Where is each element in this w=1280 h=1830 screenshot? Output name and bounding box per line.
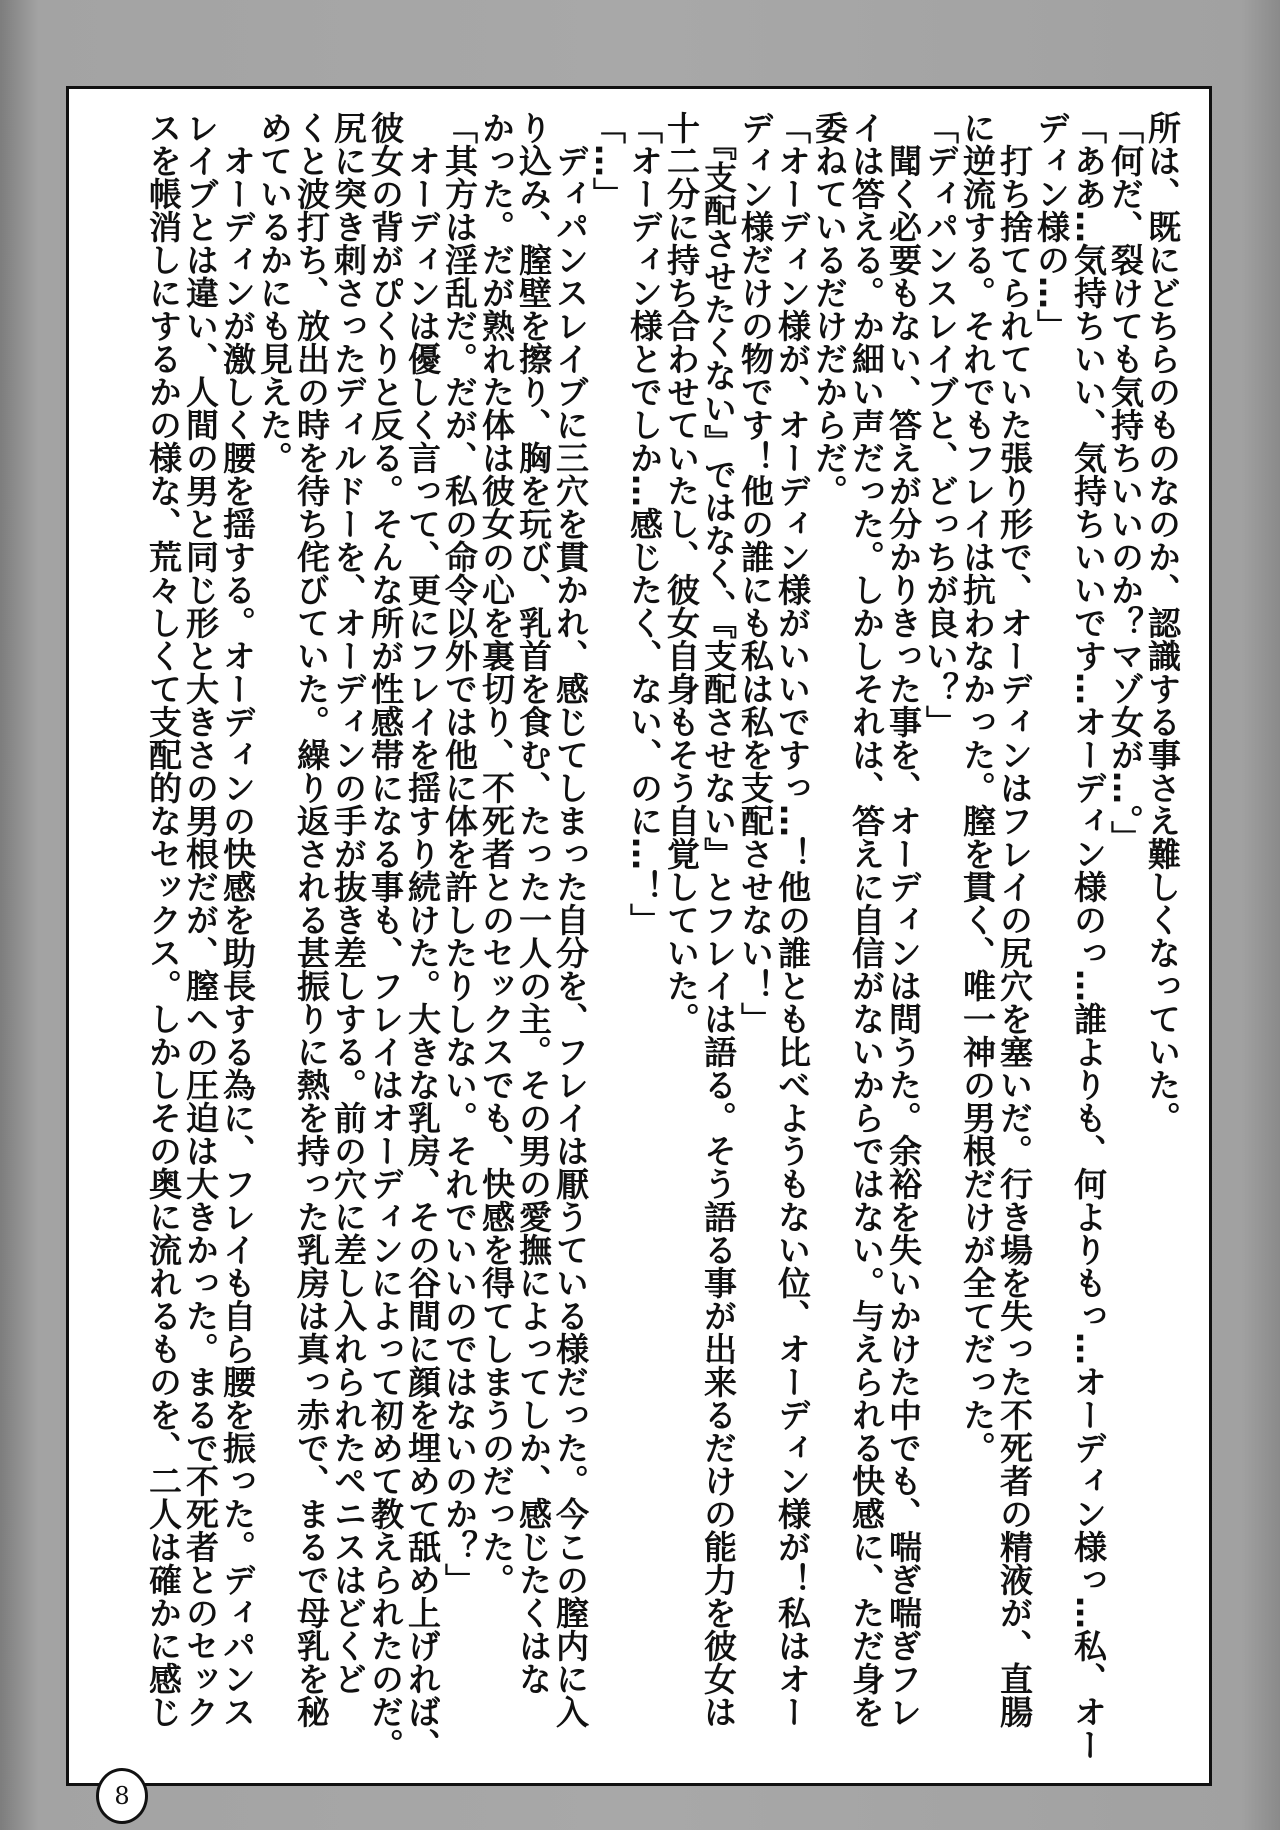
text-line: ディン様の…」 — [1032, 111, 1071, 342]
text-line: 打ち捨てられていた張り形で、オーディンはフレイの尻穴を塞いだ。行き場を失った不死者の精液が、直腸 — [995, 111, 1034, 1728]
text-line: くと波打ち、放出の時を待ち侘びていた。繰り返される甚振りに熱を持った乳房は真っ赤で、まるで母乳を秘 — [292, 111, 331, 1728]
text-line: 彼女の背がぴくりと反る。そんな所が性感帯になる事も、フレイはオーディンによって初めて教えられたのだ。 — [366, 111, 405, 1761]
text-line: 「オーディン様とでしか…感じたく、ない、のに…！」 — [625, 111, 664, 936]
text-line: 十二分に持ち合わせていたし、彼女自身もそう自覚していた。 — [662, 111, 701, 1035]
text-line: ディン様だけの物です！他の誰にも私は私を支配させない！」 — [736, 111, 775, 1035]
page-number: 8 — [96, 1768, 148, 1824]
text-line: 所は、既にどちらのものなのか、認識する事さえ難しくなっていた。 — [1143, 111, 1182, 1134]
text-line: レイブとは違い、人間の男と同じ形と大きさの男根だが、膣への圧迫は大きかった。まるで不死者とのセック — [181, 111, 220, 1728]
text-line: 「オーディン様が、オーディン様がいいですっ…！他の誰とも比べようもない位、オーディン様が！私はオー — [773, 111, 812, 1728]
text-line: 「…」 — [588, 111, 627, 210]
text-line: り込み、膣壁を擦り、胸を玩び、乳首を食む、たった一人の主。その男の愛撫によってしか、感じたくはな — [514, 111, 553, 1695]
text-line: オーディンが激しく腰を揺する。オーディンの快感を助長する為に、フレイも自ら腰を振った。ディパンス — [218, 111, 257, 1728]
text-line: 「ディパンスレイブと、どっちが良い？」 — [921, 111, 960, 738]
text-line: に逆流する。それでもフレイは抗わなかった。膣を貫く、唯一神の男根だけが全てだった。 — [958, 111, 997, 1464]
text-line: 聞く必要もない、答えが分かりきった事を、オーディンは問うた。余裕を失いかけた中でも、喘ぎ喘ぎフレ — [884, 111, 923, 1728]
text-line: かった。だが熟れた体は彼女の心を裏切り、不死者とのセックスでも、快感を得てしまうのだった。 — [477, 111, 516, 1596]
vertical-text-body — [145, 111, 1181, 1791]
text-line: 「其方は淫乱だ。だが、私の命令以外では他に体を許したりしない。それでいいのではないのか？」 — [440, 111, 479, 1596]
text-line: ディパンスレイブに三穴を貫かれ、感じてしまった自分を、フレイは厭うている様だった。今この膣内に入 — [551, 111, 590, 1728]
text-line: 尻に突き刺さったディルドーを、オーディンの手が抜き差しする。前の穴に差し入れられたペニスはどくど — [329, 111, 368, 1695]
text-line: イは答える。か細い声だった。しかしそれは、答えに自信がないからではない。与えられる快感に、ただ身を — [847, 111, 886, 1728]
text-line: 委ねているだけだからだ。 — [810, 111, 849, 507]
text-line: めているかにも見えた。 — [255, 111, 294, 474]
text-line: オーディンは優しく言って、更にフレイを揺すり続けた。大きな乳房、その谷間に顔を埋めて舐め上げれば、 — [403, 111, 442, 1761]
text-line: 『支配させたくない』ではなく、『支配させない』とフレイは語る。そう語る事が出来るだけの能力を彼女は — [699, 111, 738, 1728]
text-frame — [66, 86, 1212, 1786]
text-line: 「何だ、裂けても気持ちいいのか？マゾ女が…。」 — [1106, 111, 1145, 854]
text-line: 「ああ…気持ちいい、気持ちいいです…オーディン様のっ…誰よりも、何よりもっ…オーディン様っ…私、オー — [1069, 111, 1108, 1761]
text-line: スを帳消しにするかの様な、荒々しくて支配的なセックス。しかしその奥に流れるものを、二人は確かに感じ — [144, 111, 183, 1728]
